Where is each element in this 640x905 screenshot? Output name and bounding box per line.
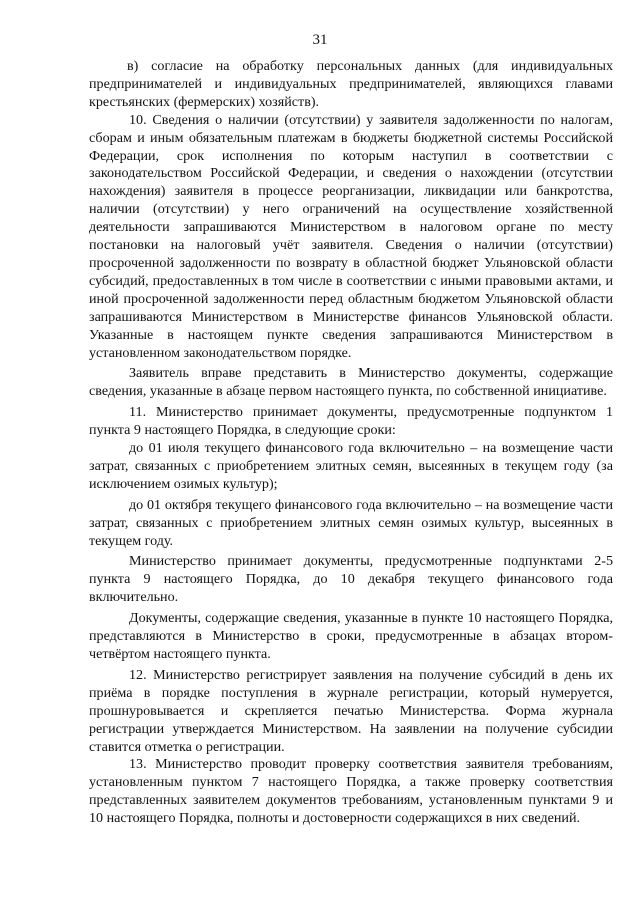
paragraph-item-v-consent: в) согласие на обработку персональных данных (для индивидуальных предпринимателей и индивидуальных предпринимателей, являющихся главами крестьянских (фермерских) хозяйств).: [89, 58, 613, 110]
paragraph-deadline-october: до 01 октября текущего финансового года включительно – на возмещение части затрат, связанных с приобретением элитных семян озимых культур, высеянных в текущем году.: [89, 496, 613, 549]
paragraph-12-registration: 12. Министерство регистрирует заявления на получение субсидий в день их приёма в порядке поступления в журнале регистрации, который нумеруется, прошнуровывается и скрепляется печатью Министерства. Форма журнала регистрации утверждается Министерством. На заявлении на получение субсидии ставится отметка о регистрации.: [89, 666, 613, 755]
paragraph-deadline-december: Министерство принимает документы, предусмотренные подпунктами 2-5 пункта 9 настоящего Порядка, до 10 декабря текущего финансового года включительно.: [89, 553, 613, 606]
paragraph-applicant-right: Заявитель вправе представить в Министерство документы, содержащие сведения, указанные в абзаце первом настоящего пункта, по собственной инициативе.: [89, 365, 613, 400]
paragraph-deadline-july: до 01 июля текущего финансового года включительно – на возмещение части затрат, связанных с приобретением элитных семян, высеянных в текущем году (за исключением озимых культур);: [89, 440, 613, 492]
paragraph-11-document-deadlines: 11. Министерство принимает документы, предусмотренные подпунктом 1 пункта 9 настоящего Порядка, в следующие сроки:: [89, 404, 613, 439]
paragraph-10-tax-debt-info: 10. Сведения о наличии (отсутствии) у заявителя задолженности по налогам, сборам и иным обязательным платежам в бюджеты бюджетной системы Российской Федерации, срок исполнения по которым наступил в соответствии с законодательством Российской Федерации, и сведения о нахождении (отсутствии нахождения) заявителя в процессе реорганизации, ликвидации или банкротства, наличии (отсутствии) у него ограничений на осуществление хозяйственной деятельности запрашиваются Министерством в налоговом органе по месту постановки на налоговый учёт заявителя. Сведения о наличии (отсутствии) просроченной задолженности по возврату в областной бюджет Ульяновской области субсидий, предоставленных в том числе в соответствии с иными правовыми актами, и иной просроченной задолженности перед областным бюджетом Ульяновской области запрашиваются Министерством в Министерстве финансов Ульяновской области. Указанные в настоящем пункте сведения запрашиваются Министерством в установленном законодательством порядке.: [89, 111, 613, 361]
paragraph-documents-item-10: Документы, содержащие сведения, указанные в пункте 10 настоящего Порядка, представляются в Министерство в сроки, предусмотренные в абзацах втором-четвёртом настоящего пункта.: [89, 610, 613, 662]
page-number: 31: [312, 32, 328, 48]
document-body: [89, 58, 613, 828]
paragraph-13-verification: 13. Министерство проводит проверку соответствия заявителя требованиям, установленным пунктом 7 настоящего Порядка, а также проверку соответствия представленных заявителем документов требованиям, установленным пунктами 9 и 10 настоящего Порядка, полноты и достоверности содержащихся в них сведений.: [89, 756, 613, 827]
